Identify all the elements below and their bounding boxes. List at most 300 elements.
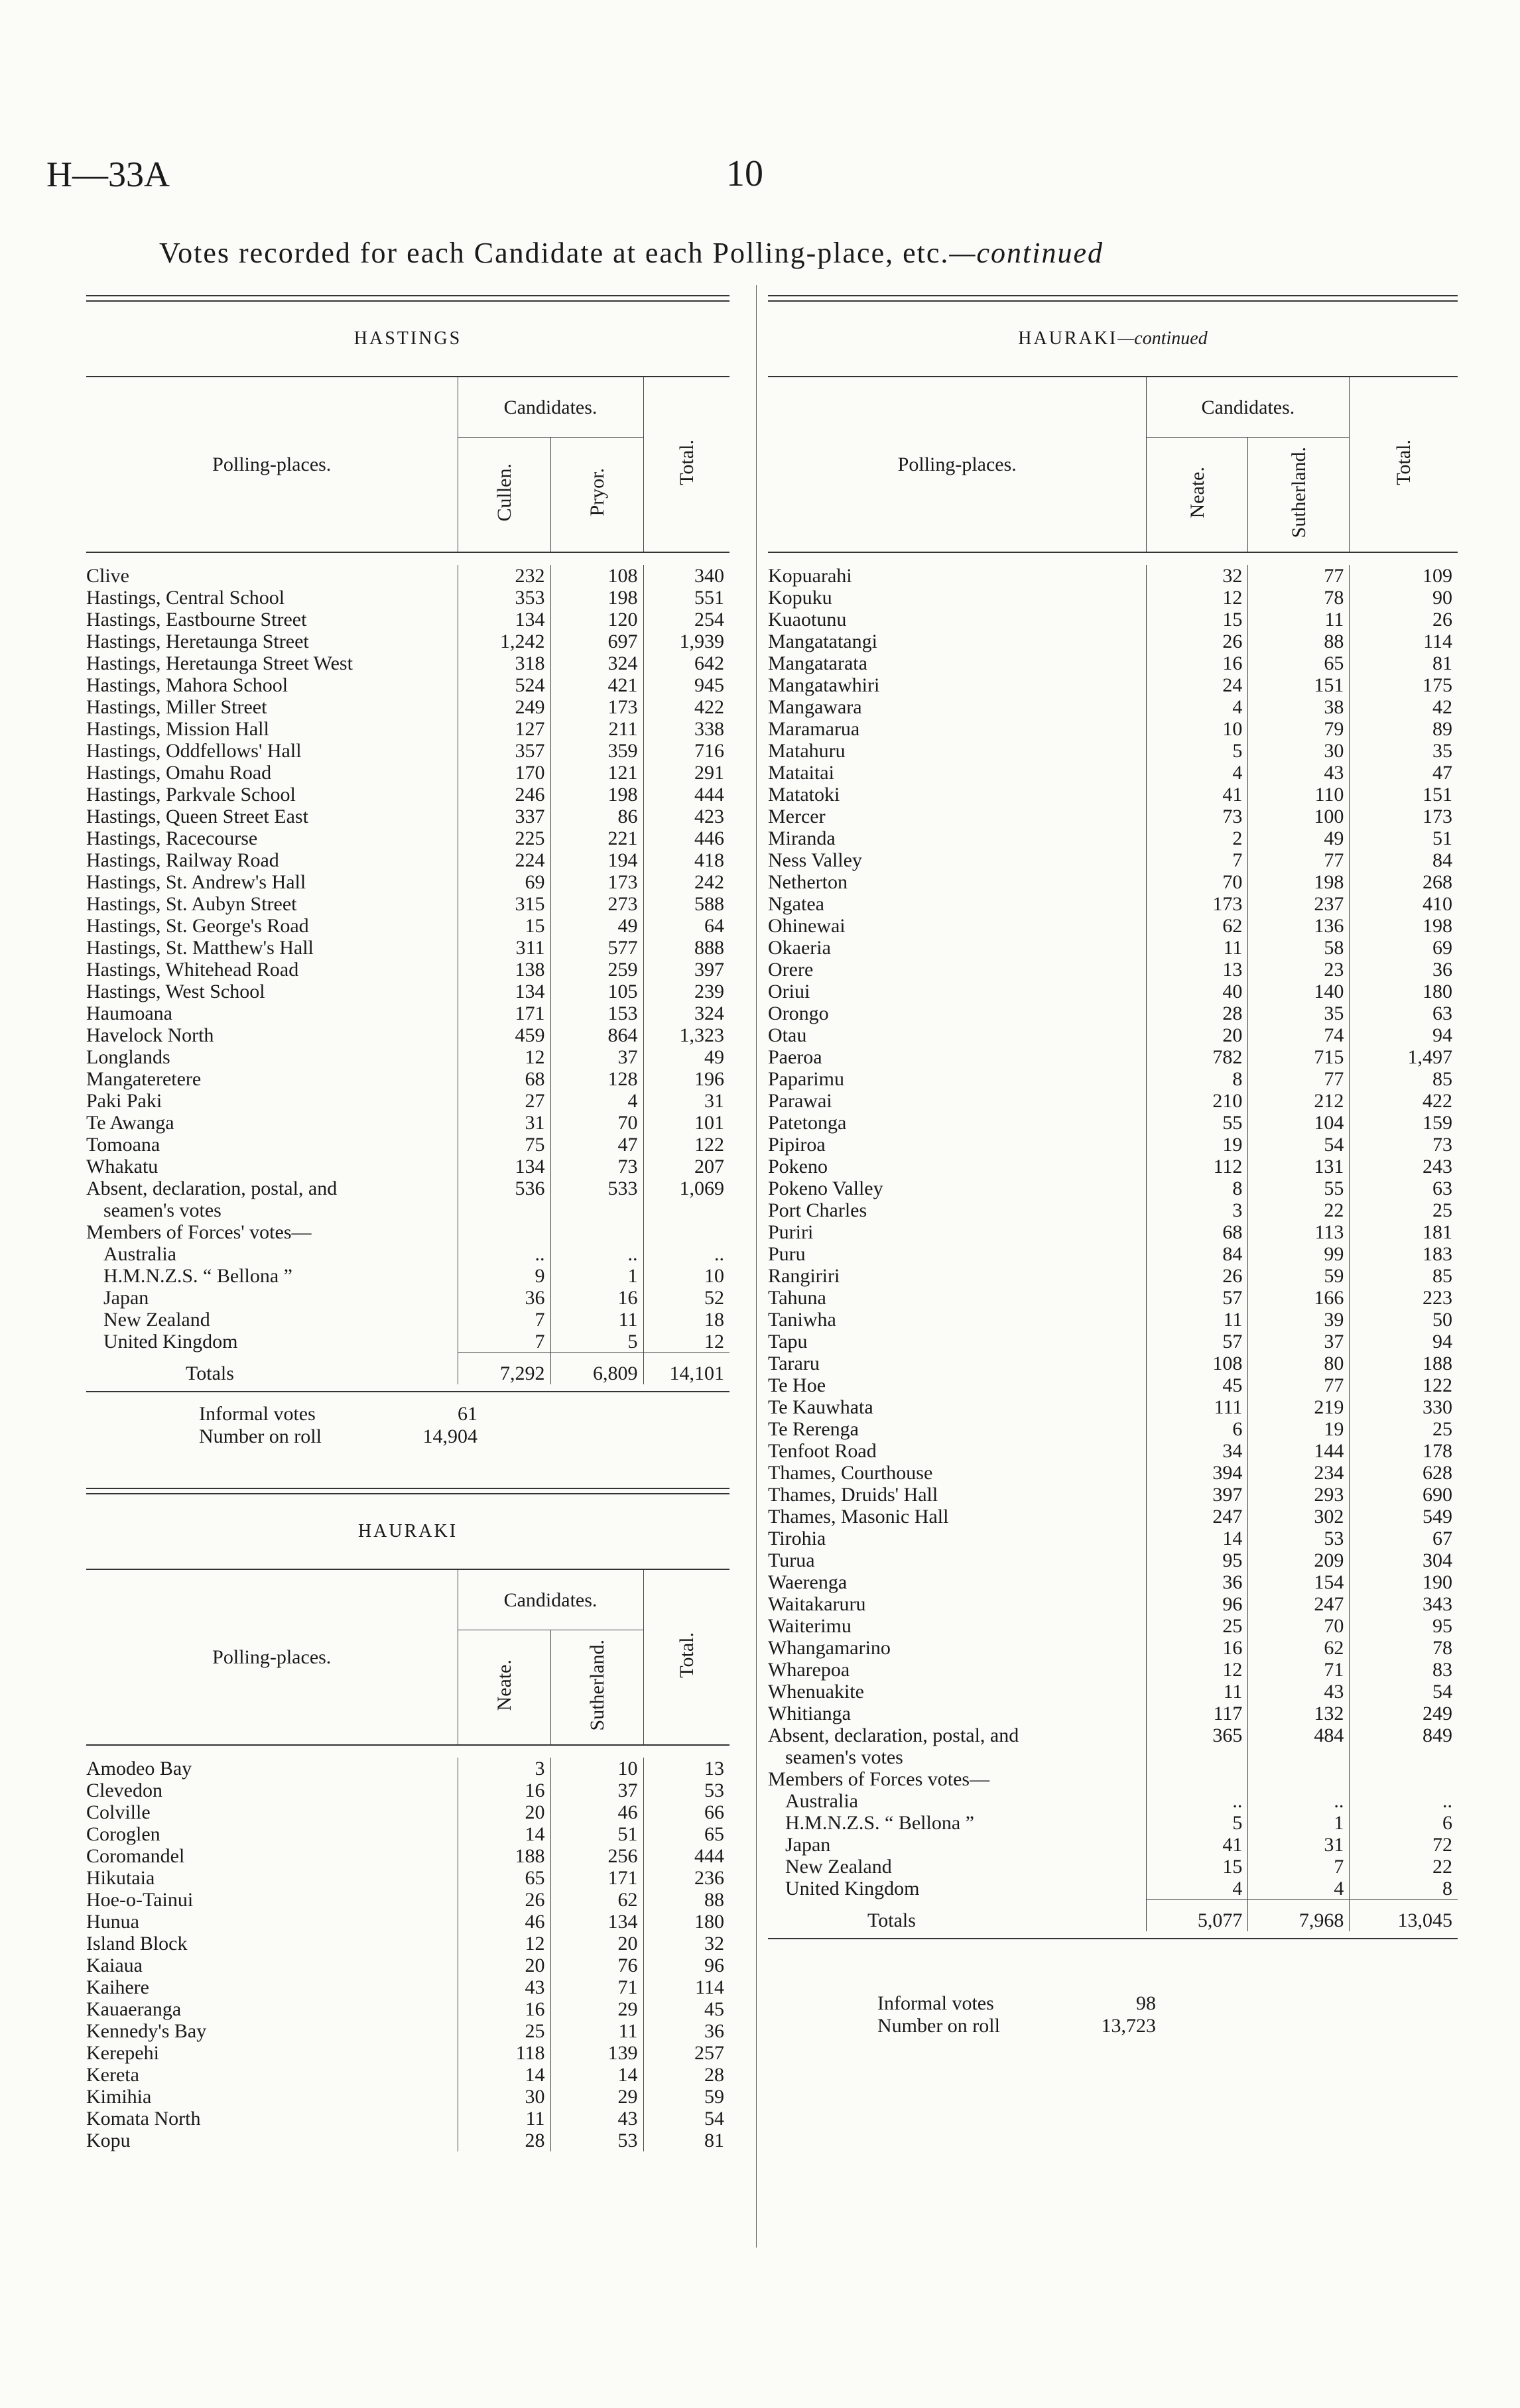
candidate-votes: 80 xyxy=(1248,1353,1350,1374)
row-total: 340 xyxy=(643,565,729,587)
table-row xyxy=(768,827,1458,849)
table-row xyxy=(86,1177,729,1199)
row-total: 36 xyxy=(1350,959,1458,981)
polling-place-name: Kennedy's Bay xyxy=(86,2020,207,2042)
table-row xyxy=(768,1002,1458,1024)
candidate-votes: 247 xyxy=(1147,1506,1248,1528)
candidate-votes xyxy=(550,1199,643,1221)
row-total: 94 xyxy=(1350,1024,1458,1046)
table-row xyxy=(86,849,729,871)
candidate-votes: 11 xyxy=(1147,937,1248,959)
candidate-votes: 11 xyxy=(458,2108,550,2130)
polling-place-name: Hastings, Racecourse xyxy=(86,827,258,849)
table-row xyxy=(768,1068,1458,1090)
candidate-votes: 20 xyxy=(1147,1024,1248,1046)
candidate-votes: 365 xyxy=(1147,1724,1248,1746)
candidate-votes: 31 xyxy=(1248,1834,1350,1856)
candidate-votes: 32 xyxy=(1147,565,1248,587)
polling-place-name: Te Hoe xyxy=(768,1374,826,1396)
candidate-votes: 138 xyxy=(458,959,550,981)
polling-place-name: Hunua xyxy=(86,1911,139,1933)
candidate-votes xyxy=(458,1221,550,1243)
polling-place-name: Thames, Courthouse xyxy=(768,1462,933,1484)
candidate-votes: 70 xyxy=(1147,871,1248,893)
polling-place-name: Kopuku xyxy=(768,587,832,609)
polling-place-name: seamen's votes xyxy=(103,1199,222,1221)
table-row xyxy=(768,1243,1458,1265)
table-row xyxy=(86,1156,729,1177)
table-row xyxy=(768,1549,1458,1571)
candidate-votes: 58 xyxy=(1248,937,1350,959)
document-code: H—33A xyxy=(46,154,170,194)
polling-place-name: Kimihia xyxy=(86,2086,152,2108)
candidate-votes: 7 xyxy=(1248,1856,1350,1878)
hastings-title: HASTINGS xyxy=(353,328,462,349)
table-row xyxy=(86,1779,729,1801)
row-total: 236 xyxy=(643,1867,729,1889)
table-row xyxy=(86,1801,729,1823)
polling-place-name: Thames, Masonic Hall xyxy=(768,1506,949,1528)
row-total: 88 xyxy=(643,1889,729,1911)
candidate-votes: 104 xyxy=(1248,1112,1350,1134)
polling-place-name: Hastings, Queen Street East xyxy=(86,806,308,827)
polling-place-name: Tahuna xyxy=(768,1287,826,1309)
table-row xyxy=(768,652,1458,674)
table-row xyxy=(768,1440,1458,1462)
polling-place-name: Colville xyxy=(86,1801,151,1823)
polling-places-header: Polling-places. xyxy=(212,453,332,475)
polling-place-name: Clevedon xyxy=(86,1779,162,1801)
candidate-votes: 118 xyxy=(458,2042,550,2064)
row-total: 642 xyxy=(643,652,729,674)
polling-place-name: Coroglen xyxy=(86,1823,160,1845)
candidate-votes: 715 xyxy=(1248,1046,1350,1068)
polling-place-name: Otau xyxy=(768,1024,807,1046)
polling-place-name: Kuaotunu xyxy=(768,609,847,631)
row-total: 151 xyxy=(1350,784,1458,806)
table-row xyxy=(768,1768,1458,1790)
candidate-votes: 11 xyxy=(550,2020,643,2042)
candidate-votes: 209 xyxy=(1248,1549,1350,1571)
total-header: Total. xyxy=(675,439,698,485)
row-total: 85 xyxy=(1350,1265,1458,1287)
polling-place-name: United Kingdom xyxy=(785,1878,920,1900)
candidate-votes: 128 xyxy=(550,1068,643,1090)
total-value: 6,809 xyxy=(550,1353,643,1385)
polling-place-name: Hikutaia xyxy=(86,1867,155,1889)
row-total: 343 xyxy=(1350,1593,1458,1615)
candidate-votes: 53 xyxy=(1248,1528,1350,1549)
row-total: 10 xyxy=(643,1265,729,1287)
table-row xyxy=(86,2086,729,2108)
table-row xyxy=(768,1659,1458,1681)
table-row xyxy=(86,1046,729,1068)
candidate-votes: 140 xyxy=(1248,981,1350,1002)
table-row xyxy=(86,587,729,609)
candidate-votes: 144 xyxy=(1248,1440,1350,1462)
table-row xyxy=(86,1221,729,1243)
table-row xyxy=(768,1593,1458,1615)
table-row xyxy=(86,1112,729,1134)
candidate-votes: 39 xyxy=(1248,1309,1350,1331)
polling-place-name: Puriri xyxy=(768,1221,814,1243)
polling-place-name: Tomoana xyxy=(86,1134,160,1156)
row-total: 888 xyxy=(643,937,729,959)
candidate-votes: 35 xyxy=(1248,1002,1350,1024)
polling-place-name: Hastings, Mahora School xyxy=(86,674,288,696)
row-total: 551 xyxy=(643,587,729,609)
polling-place-name: Hastings, Whitehead Road xyxy=(86,959,299,981)
row-total: 54 xyxy=(643,2108,729,2130)
hauraki-table xyxy=(86,1570,729,2151)
polling-place-name: Clive xyxy=(86,565,129,587)
table-row xyxy=(86,1889,729,1911)
total-value: 14,101 xyxy=(643,1353,729,1385)
table-row xyxy=(768,1024,1458,1046)
candidate-votes: 49 xyxy=(1248,827,1350,849)
row-total: 81 xyxy=(1350,652,1458,674)
candidate-votes: 210 xyxy=(1147,1090,1248,1112)
polling-place-name: Tararu xyxy=(768,1353,820,1374)
candidate-votes: 43 xyxy=(1248,762,1350,784)
table-row xyxy=(86,1998,729,2020)
table-row xyxy=(768,1834,1458,1856)
row-total: 304 xyxy=(1350,1549,1458,1571)
candidate-votes: 14 xyxy=(458,1823,550,1845)
polling-place-name: Hastings, Oddfellows' Hall xyxy=(86,740,302,762)
table-row xyxy=(768,696,1458,718)
candidate-votes: 95 xyxy=(1147,1549,1248,1571)
row-total: 72 xyxy=(1350,1834,1458,1856)
candidate-votes: 4 xyxy=(550,1090,643,1112)
polling-place-name: Absent, declaration, postal, and xyxy=(768,1724,1019,1746)
candidate-votes: 30 xyxy=(1248,740,1350,762)
candidate-votes: 151 xyxy=(1248,674,1350,696)
polling-place-name: Paeroa xyxy=(768,1046,822,1068)
candidate-votes: 29 xyxy=(550,2086,643,2108)
polling-place-name: Miranda xyxy=(768,827,836,849)
row-total: 94 xyxy=(1350,1331,1458,1353)
candidate-votes: 11 xyxy=(1248,609,1350,631)
candidate-votes: .. xyxy=(550,1243,643,1265)
table-row xyxy=(768,849,1458,871)
row-total: 18 xyxy=(643,1309,729,1331)
row-total: 196 xyxy=(643,1068,729,1090)
row-total: 109 xyxy=(1350,565,1458,587)
table-row xyxy=(768,1134,1458,1156)
table-row xyxy=(86,981,729,1002)
candidate-votes: 7 xyxy=(1147,849,1248,871)
candidate-header: Cullen. xyxy=(493,463,515,522)
row-total: 1,497 xyxy=(1350,1046,1458,1068)
table-row xyxy=(768,762,1458,784)
table-row xyxy=(768,915,1458,937)
polling-place-name: Netherton xyxy=(768,871,848,893)
polling-place-name: Mangawara xyxy=(768,696,862,718)
table-row xyxy=(768,1177,1458,1199)
table-row xyxy=(86,1024,729,1046)
candidate-votes: 10 xyxy=(550,1758,643,1779)
candidate-votes: 68 xyxy=(1147,1221,1248,1243)
total-header: Total. xyxy=(675,1632,698,1678)
candidate-votes: 41 xyxy=(1147,1834,1248,1856)
table-row xyxy=(768,1746,1458,1768)
candidate-votes: 108 xyxy=(1147,1353,1248,1374)
polling-place-name: Amodeo Bay xyxy=(86,1758,192,1779)
table-row xyxy=(86,1867,729,1889)
table-row xyxy=(768,1418,1458,1440)
table-row xyxy=(768,1637,1458,1659)
row-total: 446 xyxy=(643,827,729,849)
candidate-votes: 132 xyxy=(1248,1703,1350,1724)
polling-place-name: Pipiroa xyxy=(768,1134,826,1156)
candidate-votes: 8 xyxy=(1147,1068,1248,1090)
polling-place-name: Longlands xyxy=(86,1046,170,1068)
table-row xyxy=(768,871,1458,893)
candidate-votes: 311 xyxy=(458,937,550,959)
table-row xyxy=(768,1046,1458,1068)
table-row xyxy=(86,893,729,915)
candidate-votes: 139 xyxy=(550,2042,643,2064)
candidate-votes: 13 xyxy=(1147,959,1248,981)
candidate-votes: 43 xyxy=(550,2108,643,2130)
candidate-votes: 134 xyxy=(458,1156,550,1177)
polling-place-name: Te Kauwhata xyxy=(768,1396,873,1418)
table-row xyxy=(768,1790,1458,1812)
polling-place-name: Members of Forces' votes— xyxy=(86,1221,312,1243)
row-total xyxy=(643,1199,729,1221)
row-total: 588 xyxy=(643,893,729,915)
right-column xyxy=(768,295,1458,2037)
polling-place-name: Kopu xyxy=(86,2130,131,2151)
row-total: 122 xyxy=(1350,1374,1458,1396)
table-row xyxy=(86,2020,729,2042)
polling-place-name: Kerepehi xyxy=(86,2042,159,2064)
polling-place-name: H.M.N.Z.S. “ Bellona ” xyxy=(103,1265,292,1287)
row-total: 291 xyxy=(643,762,729,784)
table-row xyxy=(86,871,729,893)
table-row xyxy=(86,1265,729,1287)
row-total: 1,323 xyxy=(643,1024,729,1046)
candidate-votes: 62 xyxy=(550,1889,643,1911)
totals-label: Totals xyxy=(867,1909,916,1931)
polling-place-name: Rangiriri xyxy=(768,1265,840,1287)
candidate-votes: 154 xyxy=(1248,1571,1350,1593)
candidate-votes: 16 xyxy=(458,1779,550,1801)
table-row xyxy=(86,1243,729,1265)
candidate-votes: 30 xyxy=(458,2086,550,2108)
candidate-votes: 782 xyxy=(1147,1046,1248,1068)
rule xyxy=(768,295,1458,302)
row-total: 254 xyxy=(643,609,729,631)
candidate-votes: 198 xyxy=(1248,871,1350,893)
polling-place-name: Ngatea xyxy=(768,893,824,915)
polling-place-name: Kereta xyxy=(86,2064,139,2086)
hastings-rows xyxy=(86,565,729,1353)
row-total: 1,069 xyxy=(643,1177,729,1199)
table-row xyxy=(86,631,729,652)
table-row xyxy=(86,1823,729,1845)
row-total: 69 xyxy=(1350,937,1458,959)
polling-place-name: Thames, Druids' Hall xyxy=(768,1484,938,1506)
candidates-header: Candidates. xyxy=(458,377,643,438)
candidate-votes: 62 xyxy=(1248,1637,1350,1659)
row-total: 26 xyxy=(1350,609,1458,631)
table-row xyxy=(86,718,729,740)
polling-place-name: Hastings, Omahu Road xyxy=(86,762,272,784)
candidate-votes: 14 xyxy=(1147,1528,1248,1549)
row-total: 178 xyxy=(1350,1440,1458,1462)
row-total: 249 xyxy=(1350,1703,1458,1724)
row-total: 13 xyxy=(643,1758,729,1779)
candidate-votes: 113 xyxy=(1248,1221,1350,1243)
polling-place-name: Mangatawhiri xyxy=(768,674,880,696)
table-row xyxy=(86,609,729,631)
row-total: 243 xyxy=(1350,1156,1458,1177)
polling-place-name: Japan xyxy=(103,1287,149,1309)
candidate-votes: 11 xyxy=(1147,1681,1248,1703)
candidate-votes: 57 xyxy=(1147,1331,1248,1353)
candidate-votes: 302 xyxy=(1248,1506,1350,1528)
page-number: 10 xyxy=(726,153,763,194)
candidate-votes: 1,242 xyxy=(458,631,550,652)
row-total: 12 xyxy=(643,1331,729,1353)
polling-place-name: Mangatarata xyxy=(768,652,867,674)
total-value: 7,968 xyxy=(1248,1900,1350,1932)
table-row xyxy=(768,1353,1458,1374)
table-row xyxy=(768,784,1458,806)
candidate-votes: .. xyxy=(1248,1790,1350,1812)
polling-place-name: Whitianga xyxy=(768,1703,851,1724)
row-total: 188 xyxy=(1350,1353,1458,1374)
candidate-votes: 15 xyxy=(1147,609,1248,631)
candidate-votes: 111 xyxy=(1147,1396,1248,1418)
candidate-votes: 25 xyxy=(458,2020,550,2042)
table-row xyxy=(768,740,1458,762)
row-total: 95 xyxy=(1350,1615,1458,1637)
candidate-votes: 9 xyxy=(458,1265,550,1287)
candidate-votes: 7 xyxy=(458,1331,550,1353)
candidate-votes: 131 xyxy=(1248,1156,1350,1177)
row-total: 239 xyxy=(643,981,729,1002)
hauraki-continued-suffix: —continued xyxy=(1117,328,1208,349)
row-total: 84 xyxy=(1350,849,1458,871)
row-total: 223 xyxy=(1350,1287,1458,1309)
candidate-votes: 10 xyxy=(1147,718,1248,740)
candidate-votes: 273 xyxy=(550,893,643,915)
candidate-votes: .. xyxy=(1147,1790,1248,1812)
candidate-votes: 246 xyxy=(458,784,550,806)
totals-row xyxy=(768,1900,1458,1932)
candidate-votes: 421 xyxy=(550,674,643,696)
row-total: 42 xyxy=(1350,696,1458,718)
polling-place-name: Members of Forces votes— xyxy=(768,1768,990,1790)
total-value: 5,077 xyxy=(1147,1900,1248,1932)
candidate-votes: 12 xyxy=(1147,587,1248,609)
row-total: 422 xyxy=(643,696,729,718)
candidate-votes: 29 xyxy=(550,1998,643,2020)
candidate-votes: 16 xyxy=(550,1287,643,1309)
candidate-votes: 198 xyxy=(550,587,643,609)
polling-place-name: H.M.N.Z.S. “ Bellona ” xyxy=(785,1812,974,1834)
candidate-votes: 112 xyxy=(1147,1156,1248,1177)
candidate-votes: 73 xyxy=(1147,806,1248,827)
table-row xyxy=(86,806,729,827)
table-row xyxy=(86,1933,729,1955)
candidate-votes: 5 xyxy=(1147,1812,1248,1834)
candidate-votes: 16 xyxy=(1147,1637,1248,1659)
candidate-votes: 26 xyxy=(1147,631,1248,652)
candidate-votes: 54 xyxy=(1248,1134,1350,1156)
table-row xyxy=(768,1287,1458,1309)
polling-place-name: Ness Valley xyxy=(768,849,862,871)
polling-place-name: Japan xyxy=(785,1834,831,1856)
table-row xyxy=(768,1265,1458,1287)
row-total: 67 xyxy=(1350,1528,1458,1549)
table-row xyxy=(768,893,1458,915)
candidate-votes: 15 xyxy=(1147,1856,1248,1878)
candidate-votes: 41 xyxy=(1147,784,1248,806)
table-row xyxy=(768,937,1458,959)
polling-place-name: Maramarua xyxy=(768,718,860,740)
candidate-votes: 86 xyxy=(550,806,643,827)
rule xyxy=(86,1488,729,1494)
candidate-votes: 11 xyxy=(1147,1309,1248,1331)
table-row xyxy=(86,2130,729,2151)
table-row xyxy=(86,2064,729,2086)
table-row xyxy=(768,1199,1458,1221)
page-title xyxy=(159,236,1104,270)
candidate-votes: 117 xyxy=(1147,1703,1248,1724)
row-total xyxy=(643,1221,729,1243)
candidate-votes: 249 xyxy=(458,696,550,718)
candidate-votes: 315 xyxy=(458,893,550,915)
candidate-votes: 19 xyxy=(1147,1134,1248,1156)
polling-place-name: Ohinewai xyxy=(768,915,846,937)
polling-place-name: Hastings, Central School xyxy=(86,587,285,609)
informal-value: 61 xyxy=(458,1403,477,1425)
polling-place-name: Hastings, Heretaunga Street xyxy=(86,631,309,652)
hauraki-continued-rows xyxy=(768,565,1458,1900)
candidate-votes: 134 xyxy=(458,609,550,631)
polling-place-name: Kauaeranga xyxy=(86,1998,182,2020)
row-total: 122 xyxy=(643,1134,729,1156)
candidate-votes: 27 xyxy=(458,1090,550,1112)
page-title-continued: —continued xyxy=(949,237,1104,269)
row-total: 65 xyxy=(643,1823,729,1845)
polling-place-name: Mangatatangi xyxy=(768,631,877,652)
candidate-votes: 78 xyxy=(1248,587,1350,609)
candidate-votes: 69 xyxy=(458,871,550,893)
row-total: 78 xyxy=(1350,1637,1458,1659)
row-total: 50 xyxy=(1350,1309,1458,1331)
candidate-votes: 524 xyxy=(458,674,550,696)
table-row xyxy=(86,915,729,937)
table-row xyxy=(768,587,1458,609)
table-row xyxy=(768,1506,1458,1528)
row-total: 410 xyxy=(1350,893,1458,915)
candidate-votes: 4 xyxy=(1248,1878,1350,1900)
table-row xyxy=(768,981,1458,1002)
candidate-votes: 3 xyxy=(1147,1199,1248,1221)
candidate-votes: 173 xyxy=(550,871,643,893)
row-total: 73 xyxy=(1350,1134,1458,1156)
candidate-votes: 71 xyxy=(1248,1659,1350,1681)
table-row xyxy=(768,1374,1458,1396)
polling-place-name: Kaiaua xyxy=(86,1955,143,1976)
polling-place-name: Wharepoa xyxy=(768,1659,850,1681)
candidate-votes: 173 xyxy=(550,696,643,718)
